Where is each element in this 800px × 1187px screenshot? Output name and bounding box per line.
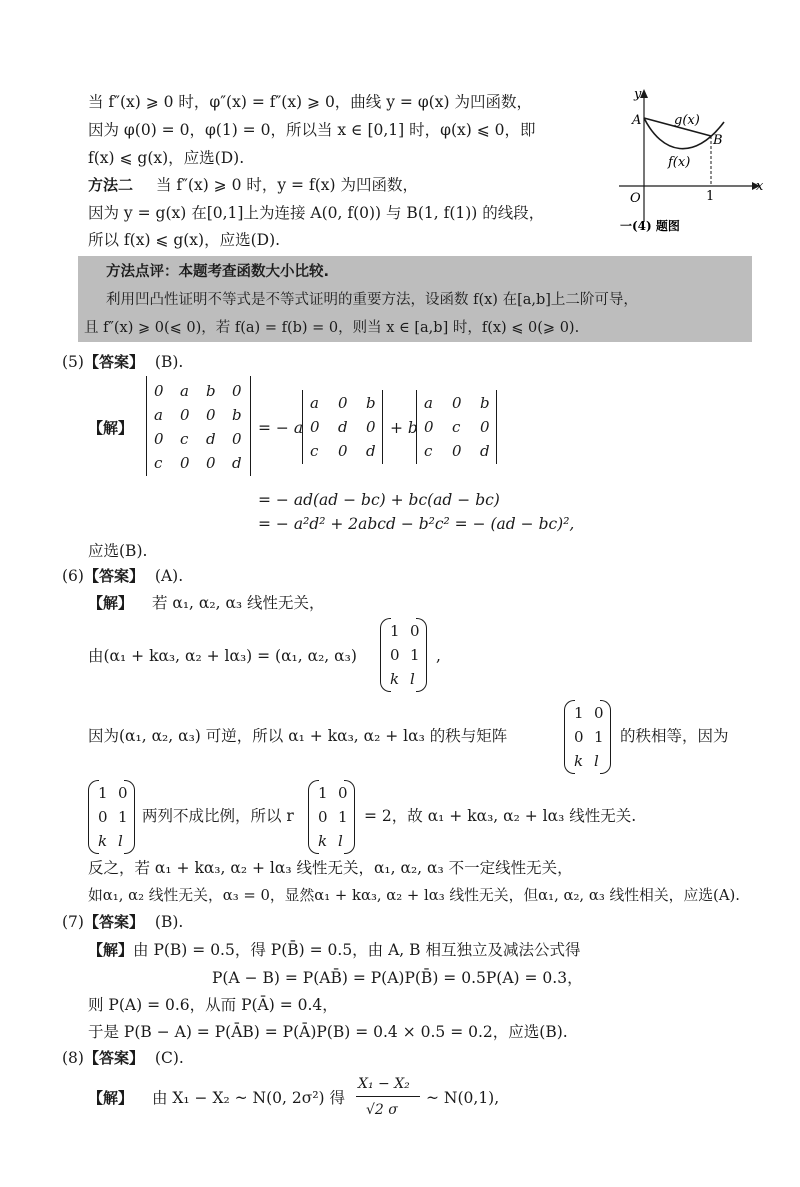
q5-step-2: = − ad(ad − bc) + bc(ad − bc) bbox=[258, 491, 500, 509]
matrix-cell: 0 bbox=[574, 728, 584, 746]
det3b-cell: 0 bbox=[424, 418, 434, 436]
matrix-cell: 1 bbox=[318, 784, 328, 802]
q6-line-3b: 的秩相等，因为 bbox=[620, 727, 729, 745]
q5-det4 bbox=[146, 376, 252, 478]
q4-line-1: 当 f″(x) ⩾ 0 时，φ″(x) = f″(x) ⩾ 0，曲线 y = φ(x) 为凹函数， bbox=[88, 93, 532, 111]
q6-matrix-1 bbox=[380, 618, 430, 692]
q5-det3-a bbox=[302, 390, 384, 466]
det4-cell: 0 bbox=[154, 382, 164, 400]
det4-cell: a bbox=[154, 406, 163, 424]
q6-matrix-2 bbox=[564, 700, 614, 774]
det3b-cell: b bbox=[480, 394, 490, 412]
q8-fraction-bar bbox=[356, 1096, 420, 1097]
q5-number: (5) bbox=[62, 353, 84, 371]
q6-line-4a: 两列不成比例，所以 r bbox=[142, 807, 294, 825]
q7-number: (7) bbox=[62, 913, 84, 931]
q5-conclusion: 应选(B). bbox=[88, 542, 148, 560]
comment-line-2: 利用凹凸性证明不等式是不等式证明的重要方法，设函数 f(x) 在[a,b]上二阶可导， bbox=[106, 292, 638, 308]
point-b-label: B bbox=[713, 133, 723, 148]
det3a-cell: c bbox=[310, 442, 319, 460]
q8-answer-label: 【答案】 bbox=[83, 1049, 144, 1067]
det4-cell: c bbox=[180, 430, 189, 448]
q7-line-4: 于是 P(B − A) = P(ĀB) = P(Ā)P(B) = 0.4 × 0.5 = 0.2，应选(B). bbox=[88, 1023, 568, 1041]
q8-frac-denominator: √2 σ bbox=[366, 1102, 398, 1118]
det3b-cell: 0 bbox=[480, 418, 490, 436]
q8-solution-label: 【解】 bbox=[88, 1089, 134, 1107]
q8-frac-numerator: X₁ − X₂ bbox=[358, 1076, 410, 1092]
matrix-cell: 1 bbox=[594, 728, 604, 746]
comment-title: 方法点评：本题考查函数大小比较. bbox=[106, 264, 330, 280]
matrix-cell: k bbox=[574, 752, 584, 770]
tick-1-label: 1 bbox=[706, 189, 715, 204]
det3a-cell: 0 bbox=[338, 394, 348, 412]
matrix-cell: 0 bbox=[338, 784, 348, 802]
q6-number: (6) bbox=[62, 567, 84, 585]
matrix-cell: k bbox=[98, 832, 108, 850]
det3b-cell: d bbox=[480, 442, 490, 460]
q4-line-2: 因为 φ(0) = 0，φ(1) = 0，所以当 x ∈ [0,1] 时，φ(x) ⩽ 0，即 bbox=[88, 121, 536, 139]
det3a-cell: d bbox=[338, 418, 348, 436]
q6-line-4b: = 2，故 α₁ + kα₃, α₂ + lα₃ 线性无关. bbox=[364, 807, 637, 825]
q8-number: (8) bbox=[62, 1049, 84, 1067]
q8-answer: (C). bbox=[154, 1049, 184, 1067]
q4-line-6: 所以 f(x) ⩽ g(x)，应选(D). bbox=[88, 231, 281, 249]
det3a-cell: 0 bbox=[366, 418, 376, 436]
det4-cell: b bbox=[232, 406, 242, 424]
q8-line-1a: 由 X₁ − X₂ ~ N(0, 2σ²) 得 bbox=[151, 1089, 346, 1107]
det4-cell: b bbox=[206, 382, 216, 400]
matrix-cell: k bbox=[390, 670, 400, 688]
matrix-cell: l bbox=[410, 670, 415, 688]
curve-f-label: f(x) bbox=[668, 155, 691, 170]
q4-line-5: 因为 y = g(x) 在[0,1]上为连接 A(0, f(0)) 与 B(1, f(1)) 的线段， bbox=[88, 204, 545, 222]
det3b-cell: c bbox=[424, 442, 433, 460]
matrix-cell: 1 bbox=[338, 808, 348, 826]
q4-method2-line bbox=[88, 175, 418, 195]
q5-step-3: = − a²d² + 2abcd − b²c² = − (ad − bc)², bbox=[258, 515, 575, 533]
det4-cell: 0 bbox=[180, 406, 190, 424]
q5-answer-label: 【答案】 bbox=[83, 353, 144, 371]
det3a-cell: d bbox=[366, 442, 376, 460]
method2-label: 方法二 bbox=[88, 176, 134, 194]
det4-cell: d bbox=[206, 430, 216, 448]
origin-label: O bbox=[630, 191, 641, 206]
q6-line-2-end: , bbox=[436, 647, 441, 665]
det3b-cell: a bbox=[424, 394, 433, 412]
matrix-cell: 0 bbox=[390, 646, 400, 664]
q6-matrix-3 bbox=[88, 780, 138, 854]
q7-line-1: 由 P(B) = 0.5，得 P(B̄) = 0.5，由 A, B 相互独立及减法公式得 bbox=[133, 941, 581, 959]
figure-caption: 一(4) 题图 bbox=[620, 219, 680, 233]
q6-line-2-lhs: 由(α₁ + kα₃, α₂ + lα₃) = (α₁, α₂, α₃) bbox=[88, 647, 357, 665]
q4-line-3: f(x) ⩽ g(x)，应选(D). bbox=[88, 149, 245, 167]
q6-line-1: 若 α₁, α₂, α₃ 线性无关， bbox=[151, 594, 325, 612]
matrix-cell: 0 bbox=[594, 704, 604, 722]
q7-line-2: P(A − B) = P(AB̄) = P(A)P(B̄) = 0.5P(A) = 0.3， bbox=[212, 969, 583, 987]
q6-answer-line bbox=[62, 566, 183, 586]
q8-answer-line bbox=[62, 1048, 184, 1068]
y-axis-label: y bbox=[634, 87, 642, 102]
q7-solution-label: 【解】 bbox=[88, 941, 134, 959]
matrix-cell: 1 bbox=[574, 704, 584, 722]
curve-g-label: g(x) bbox=[674, 113, 700, 128]
q7-answer-line bbox=[62, 912, 183, 932]
method2-text: 当 f″(x) ⩾ 0 时，y = f(x) 为凹函数， bbox=[155, 176, 418, 194]
x-axis-label: x bbox=[756, 179, 764, 194]
matrix-cell: 0 bbox=[318, 808, 328, 826]
det4-cell: d bbox=[232, 454, 242, 472]
matrix-cell: l bbox=[118, 832, 123, 850]
q8-solution-line-1 bbox=[88, 1088, 345, 1108]
matrix-cell: l bbox=[594, 752, 599, 770]
det4-cell: 0 bbox=[206, 454, 216, 472]
point-a-label: A bbox=[632, 113, 642, 128]
matrix-cell: 1 bbox=[410, 646, 420, 664]
q6-line-3a: 因为(α₁, α₂, α₃) 可逆，所以 α₁ + kα₃, α₂ + lα₃ 的秩与矩阵 bbox=[88, 727, 508, 745]
det3a-cell: a bbox=[310, 394, 319, 412]
q7-line-3: 则 P(A) = 0.6，从而 P(Ā) = 0.4， bbox=[88, 996, 338, 1014]
det4-cell: c bbox=[154, 454, 163, 472]
q5-plus-b: + b bbox=[390, 419, 418, 437]
q6-line-5: 反之，若 α₁ + kα₃, α₂ + lα₃ 线性无关，α₁, α₂, α₃ 不一定线性无关， bbox=[88, 859, 573, 877]
comment-line-3: 且 f″(x) ⩾ 0(⩽ 0)，若 f(a) = f(b) = 0，则当 x ∈ [a,b] 时，f(x) ⩽ 0(⩾ 0). bbox=[84, 320, 580, 336]
matrix-cell: k bbox=[318, 832, 328, 850]
matrix-cell: 0 bbox=[118, 784, 128, 802]
q5-eq-minus-a: = − a bbox=[258, 419, 304, 437]
det4-cell: 0 bbox=[154, 430, 164, 448]
q6-line-6: 如α₁, α₂ 线性无关，α₃ = 0，显然α₁ + kα₃, α₂ + lα₃ 线性无关，但α₁, α₂, α₃ 线性相关，应选(A). bbox=[88, 887, 740, 904]
q4-figure bbox=[614, 84, 764, 234]
matrix-cell: l bbox=[338, 832, 343, 850]
det3b-cell: 0 bbox=[452, 442, 462, 460]
matrix-cell: 0 bbox=[410, 622, 420, 640]
det4-cell: 0 bbox=[206, 406, 216, 424]
q5-answer-line bbox=[62, 352, 183, 372]
q7-solution-line-1 bbox=[88, 940, 580, 960]
det3a-cell: 0 bbox=[310, 418, 320, 436]
det4-cell: a bbox=[180, 382, 189, 400]
matrix-cell: 1 bbox=[118, 808, 128, 826]
q6-solution-line-1 bbox=[88, 593, 325, 613]
method-comment-box bbox=[78, 256, 752, 342]
q5-solution-label: 【解】 bbox=[88, 419, 134, 437]
q8-line-1b: ~ N(0,1), bbox=[426, 1089, 500, 1107]
q6-matrix-4 bbox=[308, 780, 358, 854]
q7-answer: (B). bbox=[154, 913, 184, 931]
matrix-cell: 1 bbox=[390, 622, 400, 640]
q6-solution-label: 【解】 bbox=[88, 594, 134, 612]
det3b-cell: 0 bbox=[452, 394, 462, 412]
q6-answer-label: 【答案】 bbox=[83, 567, 144, 585]
q7-answer-label: 【答案】 bbox=[83, 913, 144, 931]
det4-cell: 0 bbox=[180, 454, 190, 472]
q6-answer: (A). bbox=[154, 567, 184, 585]
matrix-cell: 1 bbox=[98, 784, 108, 802]
det3b-cell: c bbox=[452, 418, 461, 436]
det3a-cell: b bbox=[366, 394, 376, 412]
det4-cell: 0 bbox=[232, 382, 242, 400]
q6-line-2 bbox=[88, 646, 357, 666]
det3a-cell: 0 bbox=[338, 442, 348, 460]
det4-cell: 0 bbox=[232, 430, 242, 448]
matrix-cell: 0 bbox=[98, 808, 108, 826]
q5-answer: (B). bbox=[154, 353, 184, 371]
q5-det3-b bbox=[416, 390, 498, 466]
